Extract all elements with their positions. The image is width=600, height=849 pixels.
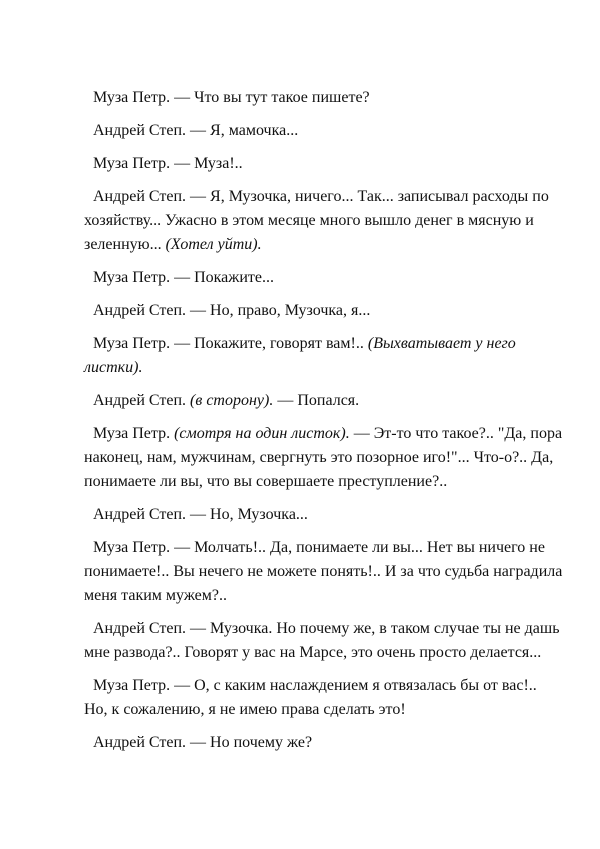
dialogue-paragraph <box>84 503 564 527</box>
text-run: Андрей Степ. — Но почему же? <box>93 734 313 751</box>
dialogue-paragraph <box>84 299 564 323</box>
text-run: Андрей Степ. <box>93 392 191 409</box>
text-run: Муза Петр. — О, с каким наслаждением я отвязалась бы от вас!.. Но, к сожалению, я не имею права сделать это! <box>84 677 537 718</box>
text-run: Муза Петр. — Покажите... <box>93 269 274 286</box>
stage-direction: (Выхватывает у него листки). <box>84 335 516 376</box>
dialogue-paragraph <box>84 617 564 665</box>
dialogue-paragraph <box>84 389 564 413</box>
text-run: Андрей Степ. — Я, мамочка... <box>93 122 299 139</box>
dialogue-paragraph <box>84 185 564 257</box>
stage-direction: (Хотел уйти). <box>165 236 262 253</box>
text-run: Андрей Степ. — Но, право, Музочка, я... <box>93 302 371 319</box>
dialogue-paragraph <box>84 674 564 722</box>
text-run: Андрей Степ. — Музочка. Но почему же, в таком случае ты не дашь мне развода?.. Говорят у вас на Марсе, это очень просто делается... <box>84 620 560 661</box>
dialogue-paragraph <box>84 86 564 110</box>
text-run: — Попался. <box>273 392 360 409</box>
text-run: Муза Петр. <box>93 425 175 442</box>
dialogue-paragraph <box>84 152 564 176</box>
text-run: Муза Петр. — Покажите, говорят вам!.. <box>93 335 368 352</box>
dialogue-paragraph <box>84 332 564 380</box>
text-run: Муза Петр. — Муза!.. <box>93 155 243 172</box>
text-run: Андрей Степ. — Я, Музочка, ничего... Так... записывал расходы по хозяйству... Ужасно в этом месяце много вышло денег в мясную и зеленную... <box>84 188 549 253</box>
stage-direction: (смотря на один листок). <box>174 425 350 442</box>
dialogue-paragraph <box>84 731 564 755</box>
text-run: — Эт-то что такое?.. "Да, пора наконец, нам, мужчинам, свергнуть это позорное иго!"... Что-о?.. Да, понимаете ли вы, что вы совершаете преступление?.. <box>84 425 563 490</box>
text-run: Муза Петр. — Что вы тут такое пишете? <box>93 89 370 106</box>
dialogue-paragraph <box>84 536 564 608</box>
stage-direction: (в сторону). <box>190 392 274 409</box>
text-run: Муза Петр. — Молчать!.. Да, понимаете ли вы... Нет вы ничего не понимаете!.. Вы нечего не можете понять!.. И за что судьба наградила меня таким мужем?.. <box>84 539 563 604</box>
dialogue-paragraph <box>84 119 564 143</box>
document-page <box>84 86 564 764</box>
dialogue-paragraph <box>84 422 564 494</box>
text-run: Андрей Степ. — Но, Музочка... <box>93 506 308 523</box>
dialogue-paragraph <box>84 266 564 290</box>
